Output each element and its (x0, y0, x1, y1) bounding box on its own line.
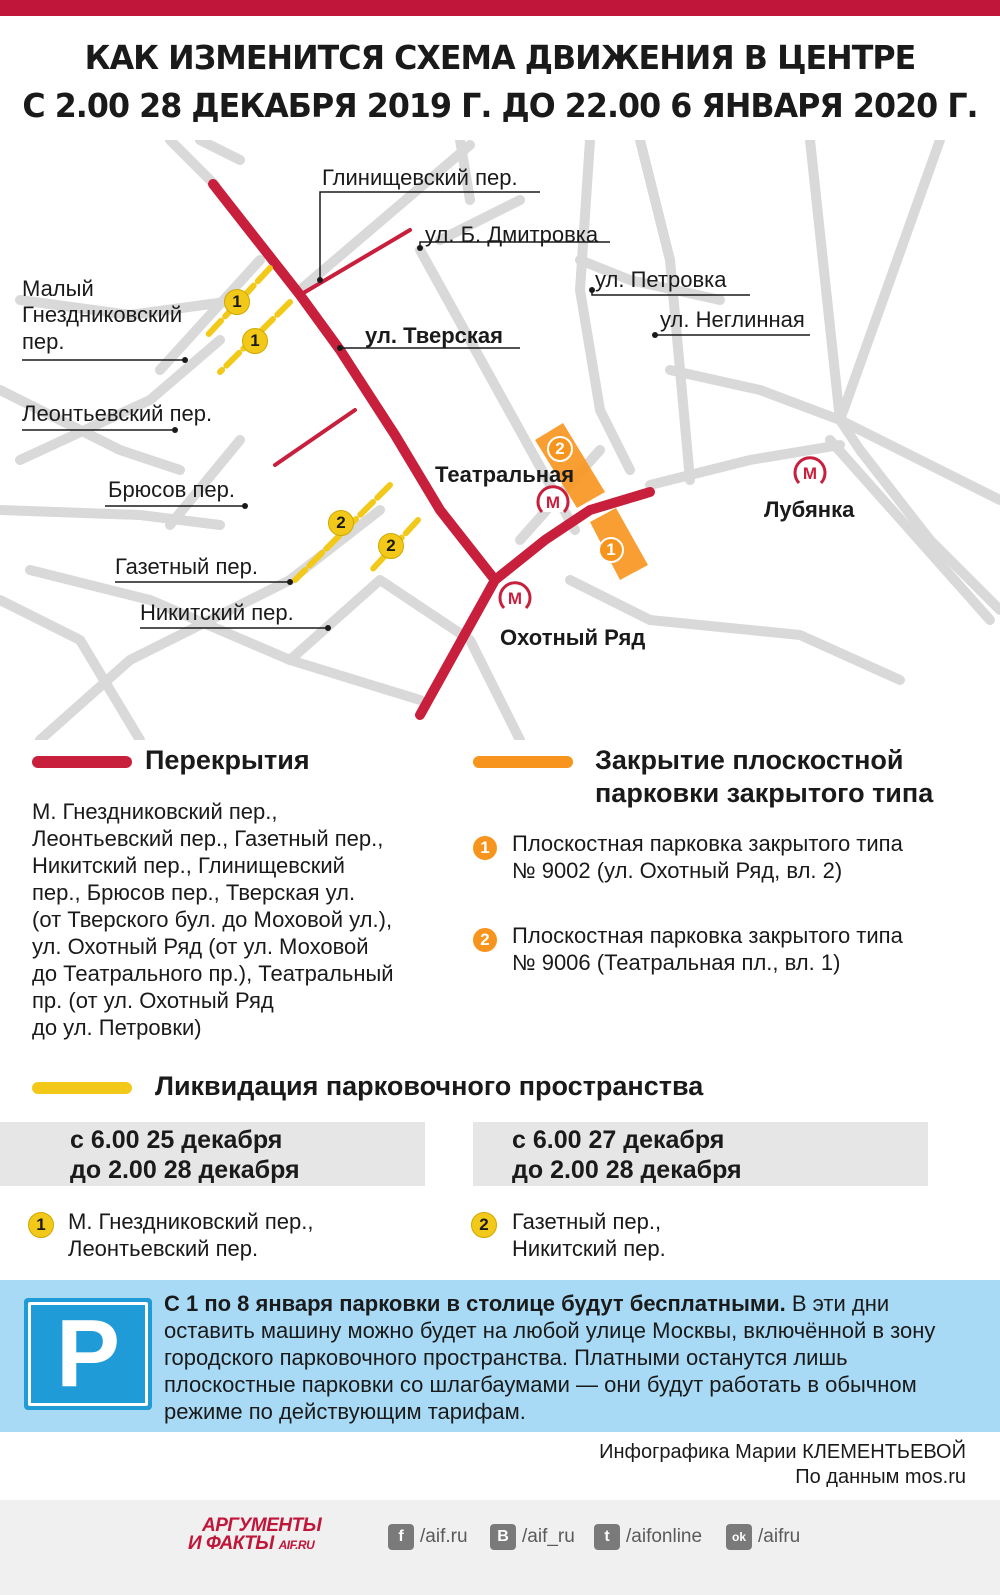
period-1-badge: 1 (28, 1212, 54, 1238)
period-1-date-line: с 6.00 25 декабря (70, 1126, 283, 1154)
parking-closure-legend-title (595, 744, 933, 810)
map-marker-yellow-1a: 1 (224, 289, 250, 315)
street-label-nikitsky: Никитский пер. (140, 600, 294, 625)
free-parking-details: В эти дни оставить машину можно будет на любой улице Москвы, включённой в зону городского парковочного пространства. Платными останутся лишь плоскостные парковки со шлагбаумами — они будут работать в обычном режиме по действующим тарифам. (164, 1291, 936, 1424)
parking-closure-item-1 (512, 830, 982, 884)
period-2-street: Никитский пер. (512, 1236, 666, 1261)
parking-closure-title-line: парковки закрытого типа (595, 778, 934, 808)
street-label-maly-gnezdnikovsky-2: Гнездниковский (22, 302, 183, 327)
parking-closure-legend-line (473, 756, 573, 768)
closure-list-line: М. Гнездниковский пер., (32, 799, 278, 824)
street-label-glinishchevsky: Глинищевский пер. (322, 165, 518, 190)
closure-legend-title: Перекрытия (145, 745, 310, 775)
traffic-map (0, 140, 1000, 740)
period-1-street: М. Гнездниковский пер., (68, 1209, 314, 1234)
social-facebook[interactable] (388, 1524, 468, 1550)
free-parking-headline: С 1 по 8 января парковки в столице будут бесплатными. (164, 1291, 786, 1316)
closure-legend-line (32, 756, 132, 768)
top-accent-bar (0, 0, 1000, 16)
closure-list-line: до ул. Петровки) (32, 1015, 202, 1040)
closure-list (32, 798, 452, 1041)
period-1-street: Леонтьевский пер. (68, 1236, 259, 1261)
map-marker-orange-1: 1 (598, 537, 624, 563)
logo-line-1: АРГУМЕНТЫ (202, 1515, 322, 1536)
parking-removal-legend-title: Ликвидация парковочного пространства (155, 1071, 704, 1101)
closure-list-line: ул. Охотный Ряд (от ул. Моховой (32, 934, 369, 959)
period-1-date-line: до 2.00 28 декабря (70, 1156, 300, 1184)
credits (599, 1440, 966, 1490)
map-marker-yellow-2b: 2 (378, 533, 404, 559)
closure-list-line: Леонтьевский пер., Газетный пер., (32, 826, 384, 851)
street-label-petrovka: ул. Петровка (595, 267, 727, 292)
facebook-icon: f (388, 1524, 414, 1550)
station-label-okhotny-ryad: Охотный Ряд (500, 625, 646, 650)
period-2-badge: 2 (471, 1212, 497, 1238)
parking-closure-item-1-line: № 9002 (ул. Охотный Ряд, вл. 2) (512, 858, 843, 883)
logo-site: AIF.RU (278, 1538, 315, 1552)
logo-brand: И ФАКТЫ (188, 1533, 274, 1554)
closure-list-line: пер., Брюсов пер., Тверская ул. (32, 880, 356, 905)
period-2-date-line: до 2.00 28 декабря (512, 1156, 742, 1184)
period-1-dates (70, 1125, 300, 1185)
social-twitter[interactable] (594, 1524, 702, 1550)
parking-closure-title-line: Закрытие плоскостной (595, 745, 904, 775)
social-handle: /aifonline (626, 1526, 703, 1547)
closure-list-line: (от Тверского бул. до Моховой ул.), (32, 907, 393, 932)
twitter-icon: t (594, 1524, 620, 1550)
logo-line-2 (188, 1534, 314, 1555)
street-label-neglinnaya: ул. Неглинная (660, 307, 805, 332)
period-2-date-line: с 6.00 27 декабря (512, 1126, 725, 1154)
aif-logo[interactable] (188, 1516, 328, 1556)
credits-author: Инфографика Марии КЛЕМЕНТЬЕВОЙ (599, 1441, 966, 1463)
social-handle: /aif_ru (522, 1526, 575, 1547)
title-line-2: С 2.00 28 ДЕКАБРЯ 2019 Г. ДО 22.00 6 ЯНВАРЯ 2020 Г. (22, 86, 978, 125)
parking-sign-letter: P (55, 1300, 121, 1407)
closure-list-line: до Театрального пр.), Театральный (32, 961, 394, 986)
social-handle: /aifru (758, 1526, 801, 1547)
parking-closure-item-2-line: № 9006 (Театральная пл., вл. 1) (512, 950, 841, 975)
parking-closure-item-1-badge: 1 (473, 836, 497, 860)
street-label-maly-gnezdnikovsky-3: пер. (22, 329, 65, 354)
parking-closure-item-2-line: Плоскостная парковка закрытого типа (512, 923, 903, 948)
period-2-street: Газетный пер., (512, 1209, 662, 1234)
odnoklassniki-icon: ok (726, 1524, 752, 1550)
credits-source: По данным mos.ru (795, 1466, 966, 1488)
svg-text:M: M (545, 493, 561, 512)
street-label-tverskaya: ул. Тверская (365, 323, 503, 348)
map-marker-yellow-1b: 1 (242, 328, 268, 354)
free-parking-info-text (164, 1290, 984, 1425)
map-marker-orange-2: 2 (547, 436, 573, 462)
station-label-teatralnaya: Театральная (435, 462, 575, 487)
page-title (20, 34, 980, 130)
period-2-dates (512, 1125, 742, 1185)
svg-text:M: M (802, 464, 818, 483)
closure-list-line: Никитский пер., Глинищевский (32, 853, 345, 878)
parking-sign-icon (24, 1298, 152, 1410)
street-label-bryusov: Брюсов пер. (108, 477, 235, 502)
street-label-leontievsky: Леонтьевский пер. (22, 401, 213, 426)
street-label-maly-gnezdnikovsky-1: Малый (22, 276, 94, 301)
street-label-b-dmitrovka: ул. Б. Дмитровка (425, 222, 599, 247)
period-1-streets (68, 1208, 448, 1262)
map-marker-yellow-2a: 2 (328, 510, 354, 536)
vk-icon: В (490, 1524, 516, 1550)
social-odnoklassniki[interactable] (726, 1524, 800, 1550)
social-handle: /aif.ru (420, 1526, 468, 1547)
title-line-1: КАК ИЗМЕНИТСЯ СХЕМА ДВИЖЕНИЯ В ЦЕНТРЕ (84, 38, 916, 77)
parking-closure-item-2-badge: 2 (473, 928, 497, 952)
parking-closure-item-1-line: Плоскостная парковка закрытого типа (512, 831, 903, 856)
period-2-streets (512, 1208, 892, 1262)
station-label-lubyanka: Лубянка (764, 497, 855, 522)
parking-closure-item-2 (512, 922, 982, 976)
social-vk[interactable] (490, 1524, 575, 1550)
street-label-gazetny: Газетный пер. (115, 554, 258, 579)
closure-list-line: пр. (от ул. Охотный Ряд (32, 988, 274, 1013)
parking-removal-legend-line (32, 1082, 132, 1094)
svg-text:M: M (507, 589, 523, 608)
